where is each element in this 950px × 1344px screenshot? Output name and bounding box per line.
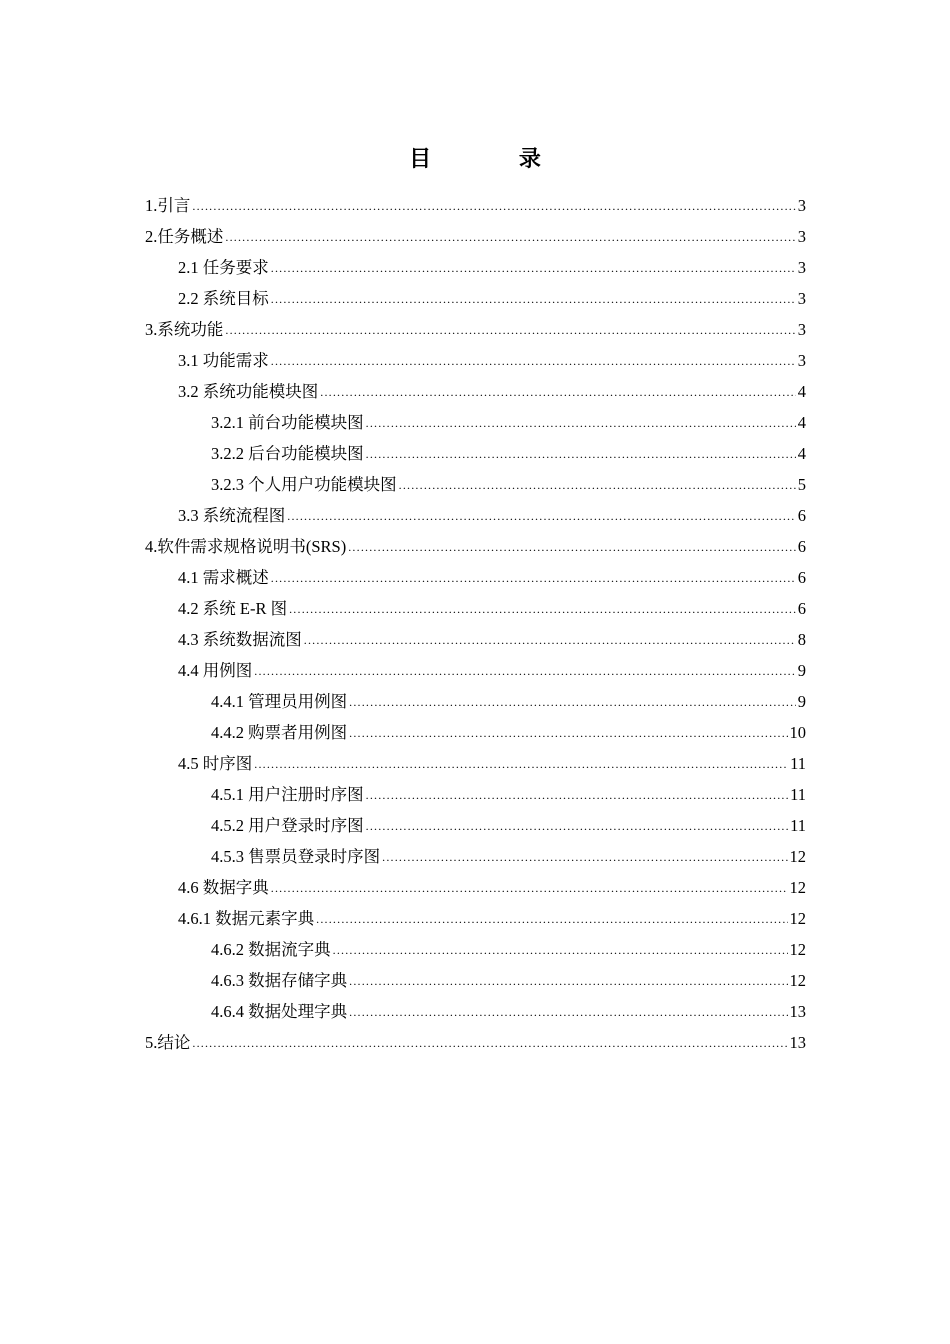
toc-entry-page-number: 6: [797, 537, 806, 556]
toc-entry-title: 2.1 任务要求: [178, 258, 269, 277]
toc-entry-page-number: 4: [797, 382, 806, 401]
toc-dot-leader: [382, 842, 787, 873]
toc-dot-leader: [271, 873, 788, 904]
toc-entry-page-number: 9: [797, 692, 806, 711]
toc-dot-leader: [254, 656, 796, 687]
toc-entry-page-number: 12: [789, 971, 806, 990]
toc-entry-title: 4.4.2 购票者用例图: [211, 723, 348, 742]
toc-entry[interactable]: [145, 903, 806, 934]
toc-entry-title: 2.2 系统目标: [178, 289, 269, 308]
toc-dot-leader: [192, 191, 795, 222]
toc-entry-page-number: 12: [789, 909, 806, 928]
toc-entry-title: 3.2.2 后台功能模块图: [211, 444, 364, 463]
toc-dot-leader: [192, 1028, 787, 1059]
toc-entry-title: 1.引言: [145, 196, 191, 215]
toc-entry-title: 4.5 时序图: [178, 754, 253, 773]
toc-entry[interactable]: [145, 252, 806, 283]
toc-entry-title: 4.6.2 数据流字典: [211, 940, 331, 959]
toc-entry-page-number: 11: [790, 754, 806, 773]
toc-entry-page-number: 12: [789, 940, 806, 959]
toc-entry-page-number: 5: [797, 475, 806, 494]
toc-entry-title: 3.2.3 个人用户功能模块图: [211, 475, 397, 494]
toc-dot-leader: [366, 408, 796, 439]
toc-entry-page-number: 3: [797, 196, 806, 215]
toc-dot-leader: [287, 501, 796, 532]
toc-entry-title: 3.1 功能需求: [178, 351, 269, 370]
toc-entry-page-number: 6: [797, 599, 806, 618]
toc-dot-leader: [225, 315, 795, 346]
toc-entry-title: 4.3 系统数据流图: [178, 630, 302, 649]
toc-entry-title: 4.4.1 管理员用例图: [211, 692, 348, 711]
toc-entry[interactable]: [145, 376, 806, 407]
toc-entry-title: 3.3 系统流程图: [178, 506, 286, 525]
toc-entry-title: 3.2.1 前台功能模块图: [211, 413, 364, 432]
toc-dot-leader: [320, 377, 796, 408]
toc-entry-page-number: 9: [797, 661, 806, 680]
toc-dot-leader: [366, 811, 788, 842]
toc-dot-leader: [349, 687, 796, 718]
toc-entry-page-number: 10: [789, 723, 806, 742]
toc-entry[interactable]: [145, 345, 806, 376]
toc-entry[interactable]: [145, 934, 806, 965]
toc-entry[interactable]: [145, 624, 806, 655]
toc-entry-title: 4.5.1 用户注册时序图: [211, 785, 364, 804]
toc-entry-page-number: 3: [797, 227, 806, 246]
toc-dot-leader: [254, 749, 788, 780]
toc-entry-page-number: 8: [797, 630, 806, 649]
toc-dot-leader: [399, 470, 796, 501]
toc-dot-leader: [366, 780, 788, 811]
toc-entry[interactable]: [145, 407, 806, 438]
toc-list: [145, 190, 806, 1058]
toc-entry-title: 4.5.2 用户登录时序图: [211, 816, 364, 835]
toc-entry-page-number: 4: [797, 413, 806, 432]
toc-entry[interactable]: [145, 438, 806, 469]
toc-entry-title: 4.6 数据字典: [178, 878, 269, 897]
toc-dot-leader: [316, 904, 787, 935]
toc-entry-title: 4.5.3 售票员登录时序图: [211, 847, 381, 866]
toc-entry[interactable]: [145, 314, 806, 345]
toc-entry-title: 4.6.4 数据处理字典: [211, 1002, 348, 1021]
toc-dot-leader: [289, 594, 796, 625]
toc-dot-leader: [225, 222, 795, 253]
toc-entry-page-number: 3: [797, 320, 806, 339]
toc-entry[interactable]: [145, 841, 806, 872]
toc-entry[interactable]: [145, 531, 806, 562]
toc-entry[interactable]: [145, 221, 806, 252]
toc-dot-leader: [366, 439, 796, 470]
toc-entry[interactable]: [145, 562, 806, 593]
toc-entry-page-number: 3: [797, 351, 806, 370]
toc-entry-title: 4.4 用例图: [178, 661, 253, 680]
toc-entry[interactable]: [145, 686, 806, 717]
toc-entry-title: 3.系统功能: [145, 320, 224, 339]
toc-title: 目 录: [409, 147, 581, 172]
toc-dot-leader: [271, 284, 796, 315]
toc-entry[interactable]: [145, 283, 806, 314]
toc-entry[interactable]: [145, 872, 806, 903]
toc-entry-title: 4.6.3 数据存储字典: [211, 971, 348, 990]
toc-entry[interactable]: [145, 965, 806, 996]
toc-entry-page-number: 3: [797, 289, 806, 308]
toc-entry[interactable]: [145, 748, 806, 779]
toc-entry[interactable]: [145, 593, 806, 624]
toc-entry-page-number: 12: [789, 847, 806, 866]
toc-entry-page-number: 11: [790, 816, 806, 835]
toc-entry[interactable]: [145, 190, 806, 221]
toc-entry-page-number: 11: [790, 785, 806, 804]
toc-entry-page-number: 6: [797, 506, 806, 525]
toc-entry-title: 4.软件需求规格说明书(SRS): [145, 537, 347, 556]
toc-entry[interactable]: [145, 500, 806, 531]
toc-entry[interactable]: [145, 717, 806, 748]
toc-entry-page-number: 13: [789, 1033, 806, 1052]
toc-dot-leader: [349, 718, 787, 749]
toc-entry[interactable]: [145, 469, 806, 500]
toc-entry-title: 5.结论: [145, 1033, 191, 1052]
toc-entry-title: 2.任务概述: [145, 227, 224, 246]
toc-entry-title: 4.2 系统 E-R 图: [178, 599, 288, 618]
toc-entry[interactable]: [145, 810, 806, 841]
toc-entry-title: 3.2 系统功能模块图: [178, 382, 319, 401]
toc-dot-leader: [333, 935, 788, 966]
toc-entry[interactable]: [145, 1027, 806, 1058]
toc-entry[interactable]: [145, 779, 806, 810]
toc-entry-page-number: 6: [797, 568, 806, 587]
toc-dot-leader: [271, 563, 796, 594]
toc-dot-leader: [271, 253, 796, 284]
toc-entry[interactable]: [145, 655, 806, 686]
toc-entry-page-number: 3: [797, 258, 806, 277]
toc-dot-leader: [348, 532, 796, 563]
toc-entry-title: 4.1 需求概述: [178, 568, 269, 587]
toc-entry-title: 4.6.1 数据元素字典: [178, 909, 315, 928]
toc-entry-page-number: 4: [797, 444, 806, 463]
toc-entry-page-number: 13: [789, 1002, 806, 1021]
toc-dot-leader: [304, 625, 796, 656]
toc-dot-leader: [349, 997, 787, 1028]
toc-entry-page-number: 12: [789, 878, 806, 897]
toc-dot-leader: [271, 346, 796, 377]
toc-entry[interactable]: [145, 996, 806, 1027]
toc-dot-leader: [349, 966, 787, 997]
